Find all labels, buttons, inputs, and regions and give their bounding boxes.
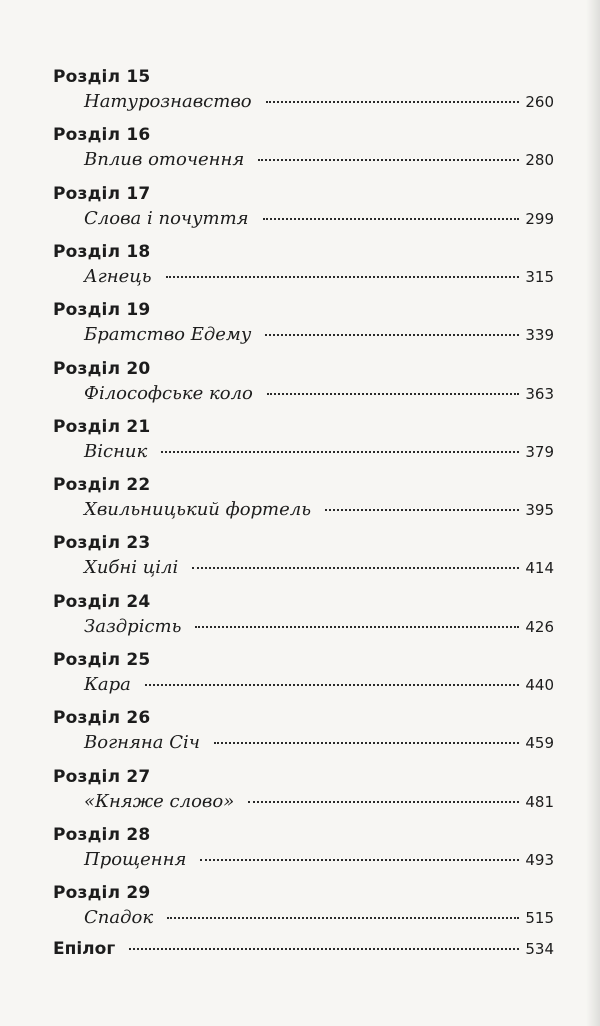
chapter-title: Спадок (84, 907, 154, 928)
chapter-label: Розділ 16 (53, 125, 151, 145)
dot-leader (145, 684, 519, 686)
toc-entry (0, 883, 600, 939)
dot-leader (248, 801, 519, 803)
page-number: 459 (525, 734, 554, 752)
chapter-label: Розділ 18 (53, 242, 151, 262)
chapter-label: Розділ 23 (53, 533, 151, 553)
dot-leader (267, 393, 519, 395)
chapter-label: Розділ 28 (53, 825, 151, 845)
chapter-title-row (84, 206, 554, 232)
page-number: 395 (525, 501, 554, 519)
chapter-title-row (84, 555, 554, 581)
chapter-label: Розділ 21 (53, 417, 151, 437)
page-number: 363 (525, 385, 554, 403)
dot-leader (200, 859, 519, 861)
chapter-title: Хвильницький фортель (84, 499, 312, 520)
dot-leader (195, 626, 519, 628)
chapter-label: Розділ 25 (53, 650, 151, 670)
toc-entry (0, 533, 600, 589)
toc-entry (0, 650, 600, 706)
page-number: 414 (525, 559, 554, 577)
chapter-title: Вогняна Січ (84, 732, 200, 753)
toc-entry (0, 708, 600, 764)
chapter-title-row (84, 381, 554, 407)
page-number: 481 (525, 793, 554, 811)
chapter-title-row (84, 89, 554, 115)
dot-leader (258, 159, 519, 161)
chapter-title: Вплив оточення (84, 149, 245, 170)
page-number: 299 (525, 210, 554, 228)
dot-leader (129, 948, 519, 950)
toc-entry (0, 242, 600, 298)
epilogue-label: Епілог (53, 939, 116, 959)
page-number: 440 (525, 676, 554, 694)
page-number: 515 (525, 909, 554, 927)
dot-leader (265, 334, 519, 336)
chapter-label: Розділ 15 (53, 67, 151, 87)
chapter-title: Братство Едему (84, 324, 252, 345)
chapter-label: Розділ 20 (53, 359, 151, 379)
dot-leader (263, 218, 520, 220)
chapter-title-row (84, 672, 554, 698)
dot-leader (214, 742, 519, 744)
chapter-title: Слова і почуття (84, 208, 249, 229)
chapter-label: Розділ 17 (53, 184, 151, 204)
toc-entry (0, 592, 600, 648)
chapter-title: Заздрість (84, 616, 182, 637)
dot-leader (167, 917, 519, 919)
toc-entry (0, 184, 600, 240)
dot-leader (161, 451, 519, 453)
toc-entry (0, 67, 600, 123)
toc-entry (0, 359, 600, 415)
chapter-title: Хибні цілі (84, 557, 179, 578)
chapter-label: Розділ 29 (53, 883, 151, 903)
page-number: 315 (525, 268, 554, 286)
dot-leader (192, 567, 519, 569)
page-number: 493 (525, 851, 554, 869)
toc-entry (0, 767, 600, 823)
dot-leader (325, 509, 519, 511)
chapter-title: Кара (84, 674, 131, 695)
chapter-title: Агнець (84, 266, 152, 287)
chapter-title-row (84, 264, 554, 290)
chapter-label: Розділ 27 (53, 767, 151, 787)
chapter-title: Натурознавство (84, 91, 252, 112)
dot-leader (266, 101, 520, 103)
chapter-title-row (84, 847, 554, 873)
toc-entry (0, 417, 600, 473)
chapter-title-row (84, 322, 554, 348)
chapter-title-row (84, 730, 554, 756)
toc-entry (0, 300, 600, 356)
chapter-label: Розділ 24 (53, 592, 151, 612)
toc-entry (0, 825, 600, 881)
toc-entry-epilogue (0, 936, 600, 992)
chapter-title-row (84, 497, 554, 523)
chapter-title: Прощення (84, 849, 187, 870)
chapter-label: Розділ 22 (53, 475, 151, 495)
page-number: 280 (525, 151, 554, 169)
chapter-title: «Княже слово» (84, 791, 235, 812)
chapter-label: Розділ 19 (53, 300, 151, 320)
page-number: 534 (525, 940, 554, 958)
chapter-title-row (84, 147, 554, 173)
chapter-title: Вісник (84, 441, 148, 462)
chapter-title-row (84, 614, 554, 640)
epilogue-row (53, 936, 554, 962)
chapter-title-row (84, 789, 554, 815)
dot-leader (166, 276, 520, 278)
chapter-title-row (84, 905, 554, 931)
chapter-label: Розділ 26 (53, 708, 151, 728)
page-number: 379 (525, 443, 554, 461)
toc-entry (0, 125, 600, 181)
chapter-title: Філософське коло (84, 383, 253, 404)
chapter-title-row (84, 439, 554, 465)
page-number: 339 (525, 326, 554, 344)
page-number: 426 (525, 618, 554, 636)
page-number: 260 (525, 93, 554, 111)
toc-entry (0, 475, 600, 531)
